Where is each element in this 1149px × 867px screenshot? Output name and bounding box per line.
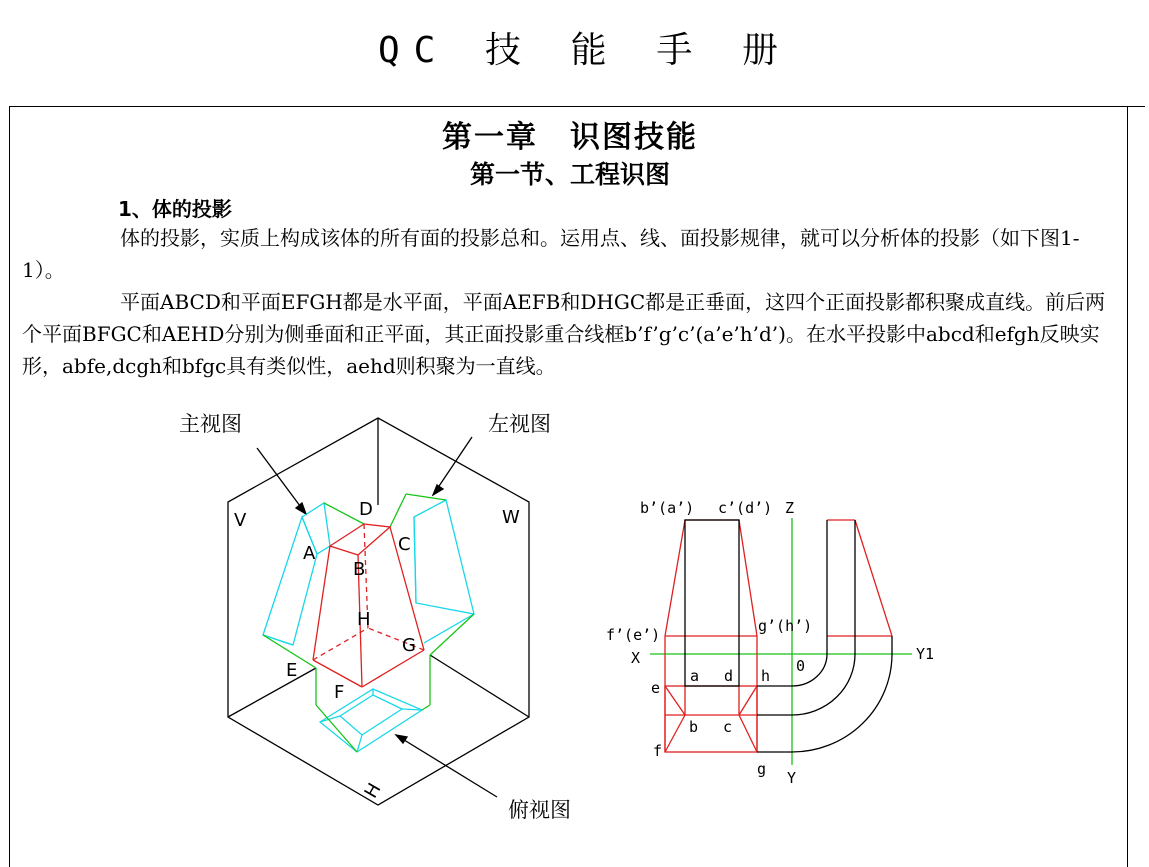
label-axis-y: Y — [787, 769, 797, 787]
label-c-prime-d-prime: c’(d’) — [718, 499, 773, 517]
label-f: f — [653, 742, 663, 760]
point-label-c: C — [398, 534, 411, 555]
callout-left-view: 左视图 — [488, 412, 551, 436]
left-figure-isometric — [179, 412, 571, 822]
plane-label-w: W — [502, 507, 520, 528]
front-view-outline — [665, 520, 892, 752]
label-origin: 0 — [796, 657, 806, 675]
document-title: QC 技 能 手 册 — [377, 30, 793, 71]
point-label-f: F — [334, 682, 345, 703]
label-b-prime-a-prime: b’(a’) — [640, 499, 695, 517]
point-label-g: G — [402, 635, 416, 656]
label-b: b — [689, 718, 699, 736]
label-axis-y1: Y1 — [916, 645, 935, 663]
label-g: g — [757, 760, 767, 778]
label-c: c — [723, 718, 733, 736]
point-label-a: A — [303, 543, 316, 564]
plane-label-h: H — [360, 779, 386, 802]
callout-front-view: 主视图 — [179, 412, 242, 436]
right-figure-orthographic — [606, 499, 934, 787]
projection-planes-outline — [228, 418, 529, 805]
label-e: e — [651, 679, 661, 697]
label-f-prime-e-prime: f’(e’) — [606, 626, 661, 644]
callout-top-view: 俯视图 — [508, 798, 571, 822]
subsection-heading: 1、体的投影 — [118, 197, 232, 221]
point-label-h: H — [357, 609, 371, 630]
label-h: h — [761, 667, 771, 685]
section-heading: 第一节、工程识图 — [469, 160, 670, 189]
plane-label-v: V — [234, 510, 247, 531]
label-axis-x: X — [631, 649, 641, 667]
label-axis-z: Z — [785, 499, 795, 517]
label-a: a — [690, 667, 700, 685]
label-g-prime-h-prime: g’(h’) — [758, 617, 813, 635]
point-label-b: B — [353, 559, 366, 580]
label-d: d — [724, 667, 734, 685]
point-label-e: E — [286, 660, 298, 681]
chapter-heading: 第一章 识图技能 — [442, 120, 698, 155]
paragraph-1-text: 体的投影，实质上构成该体的所有面的投影总和。运用点、线、面投影规律，就可以分析体的投影（如下图1-1）。 — [22, 226, 1080, 282]
point-label-d: D — [359, 499, 373, 520]
paragraph-2-text: 平面ABCD和平面EFGH都是水平面，平面AEFB和DHGC都是正垂面，这四个正面投影都积聚成直线。前后两个平面BFGC和AEHD分别为侧垂面和正平面，其正面投影重合线框b’f’g’c’(a’e’h’d’)。在水平投影中abcd和efgh反映实形，abfe,dcgh和bfgc具有类似性，aehd则积聚为一直线。 — [22, 290, 1106, 378]
